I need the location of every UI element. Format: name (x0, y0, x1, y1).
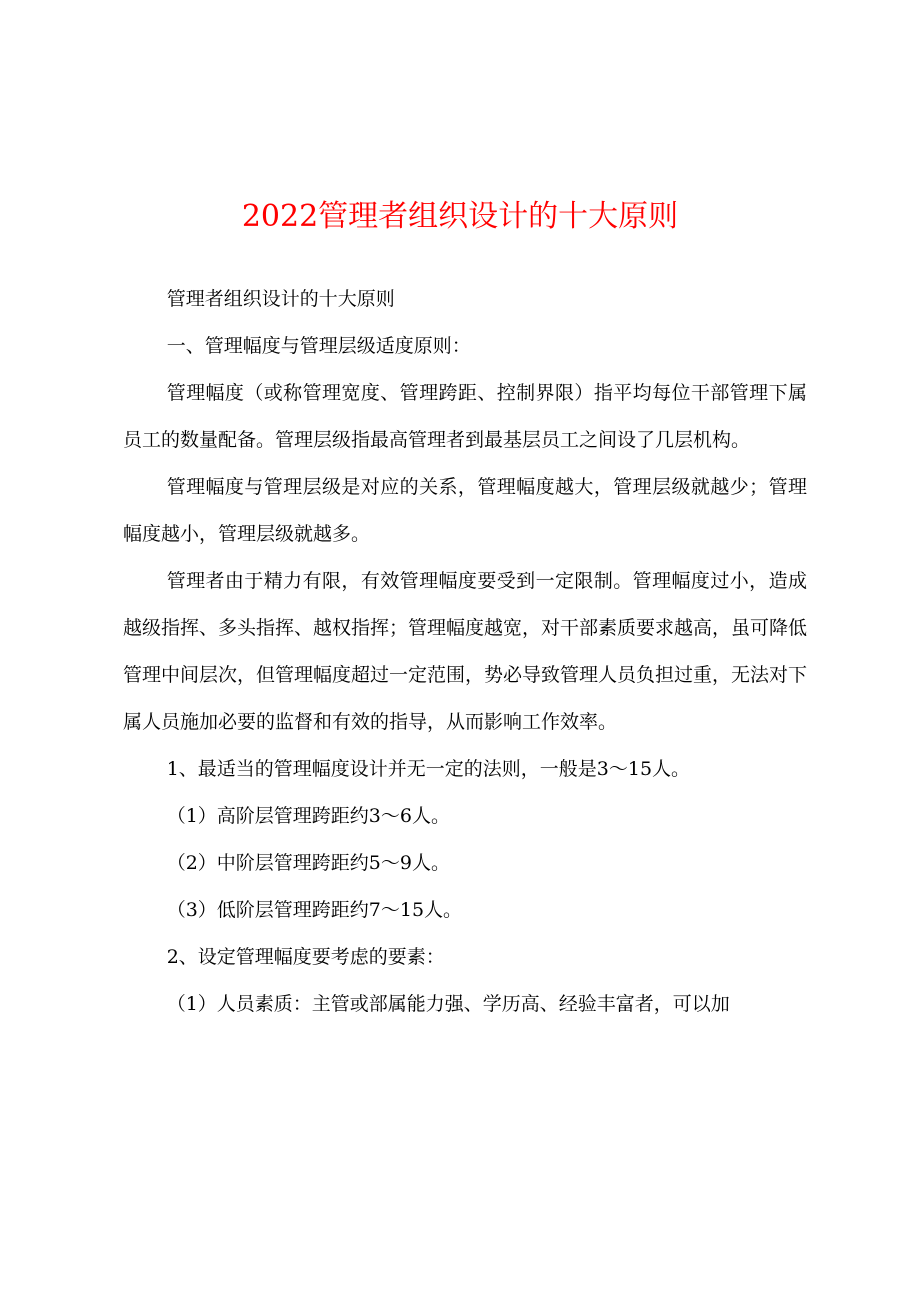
paragraph-1: 管理者组织设计的十大原则 (166, 288, 395, 310)
paragraph-2: 一、管理幅度与管理层级适度原则： (166, 335, 471, 357)
paragraph-8: （2）中阶层管理跨距约5～9人。 (166, 852, 450, 874)
paragraph-6: 1、最适当的管理幅度设计并无一定的法则，一般是3～15人。 (166, 758, 691, 780)
paragraph-7: （1）高阶层管理跨距约3～6人。 (166, 805, 450, 827)
paragraph-11: （1）人员素质：主管或部属能力强、学历高、经验丰富者，可以加 (166, 993, 730, 1015)
document-body (123, 276, 807, 1028)
document-title: 2022管理者组织设计的十大原则 (241, 199, 679, 234)
paragraph-10: 2、设定管理幅度要考虑的要素： (166, 946, 445, 968)
paragraph-5: 管理者由于精力有限，有效管理幅度要受到一定限制。管理幅度过小，造成越级指挥、多头指挥、越权指挥；管理幅度越宽，对干部素质要求越高，虽可降低管理中间层次，但管理幅度超过一定范围，势必导致管理人员负担过重，无法对下属人员施加必要的监督和有效的指导，从而影响工作效率。 (123, 570, 808, 733)
paragraph-3: 管理幅度（或称管理宽度、管理跨距、控制界限）指平均每位干部管理下属员工的数量配备。管理层级指最高管理者到最基层员工之间设了几层机构。 (123, 382, 807, 451)
paragraph-9: （3）低阶层管理跨距约7～15人。 (166, 899, 463, 921)
paragraph-4: 管理幅度与管理层级是对应的关系，管理幅度越大，管理层级就越少；管理幅度越小，管理层级就越多。 (123, 476, 807, 545)
